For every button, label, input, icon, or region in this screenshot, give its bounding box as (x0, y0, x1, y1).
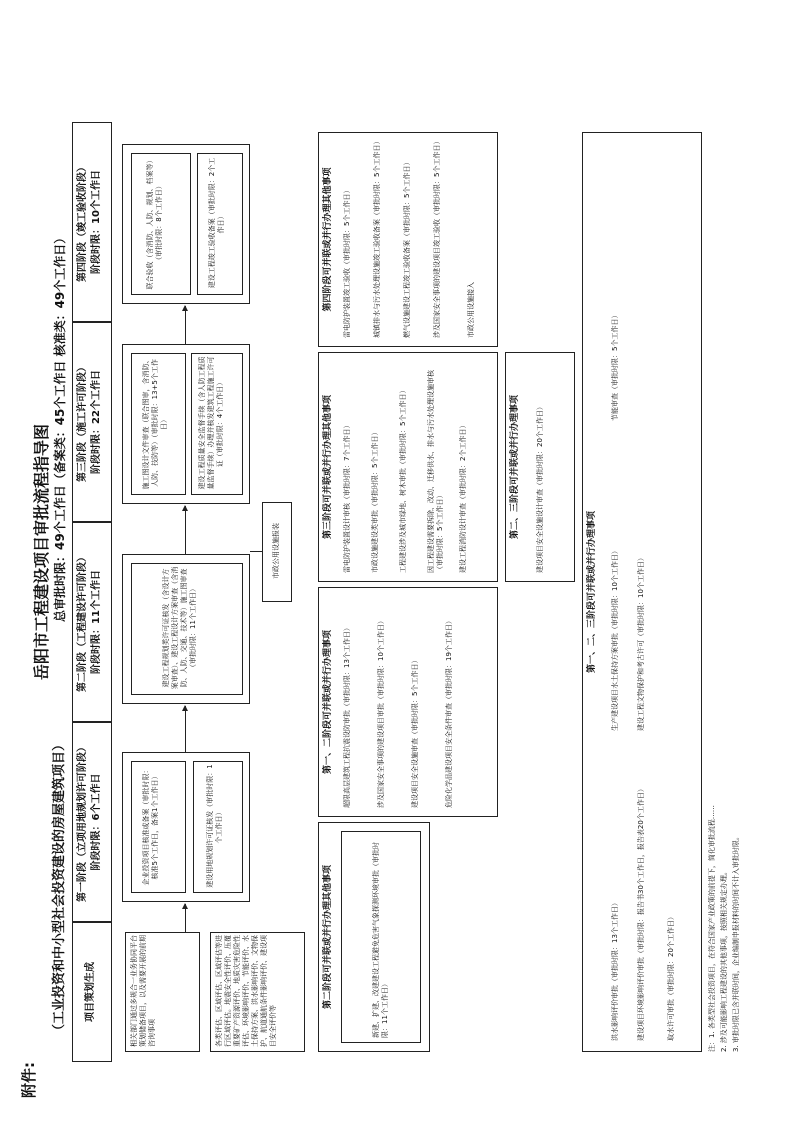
p1-title: 第一、二阶段可并联或并行办理事项 (323, 630, 333, 775)
s2-main-box (131, 563, 243, 695)
p123-item-1: 建设项目环境影响评价审批（审批时限：报告书30个工作日，报告表20个工作日） (637, 785, 645, 1041)
plan-bottom-text: 各类评估、区域评估、区域评估等进行区域评估。地震安全性评价、压覆重要矿产资源评价、地质灾害危险性评估、环境影响评价、节能评价、水土保持方案、洪水影响评价、文物保护、航道通航条件影响评价、建设项目安全评价等 (215, 935, 277, 1047)
stage-4-group (122, 144, 250, 304)
stage-1-group (122, 752, 250, 902)
stage-0-name: 项目策划生成 (85, 962, 96, 1022)
p4-item-1: 城镇排水与污水处理设施竣工验收备案（审批时限：5个工作日） (373, 137, 381, 338)
plan-bottom-box (210, 932, 305, 1052)
stage-1-name: 第一阶段（立项用地规划许可阶段） (77, 742, 88, 902)
p4-item-4: 市政公用设施接入 (467, 282, 475, 338)
arrow-plan-to-s1 (185, 904, 186, 932)
p123-item-4: 建设工程文物保护和考古许可（审批时限：10个工作日） (637, 554, 645, 731)
stage-3-header (72, 322, 112, 522)
arrow-s1-to-s2 (185, 706, 186, 752)
p3-item-3: 因工程建设需要拆除、改动、迁移供水、排水与污水处理设施审核（审批时限：5个工作日） (427, 370, 444, 573)
s4-main-box (131, 153, 191, 295)
p1-item-2: 建设项目安全设施审查（审批时限：5个工作日） (411, 656, 419, 808)
stage-2-name: 第二阶段（工程建设许可阶段） (77, 552, 88, 692)
stage-3-name: 第三阶段（施工许可阶段） (77, 362, 88, 482)
p123-item-5: 节能审查（审批时限：5个工作日） (611, 311, 619, 421)
stage-4-name: 第四阶段（竣工验收阶段） (77, 162, 88, 282)
p4-item-3: 涉及国家安全事项的建设项目竣工验收（审批时限：5个工作日） (433, 137, 441, 338)
note-1: 2. 涉及可能影响工程建设的其他事项，按照相关规定办理。 (720, 868, 728, 1052)
p4-title: 第四阶段可并联或并行办理其他事项 (323, 167, 333, 312)
p23-item-0: 建设项目安全设施设计审查（审批时限：20个工作日） (536, 403, 544, 573)
attachment-label: 附件: (20, 1062, 38, 1098)
p4-item-0: 雷电防护装置竣工验收（审批时限：5个工作日） (343, 186, 351, 338)
s1-approval-box (131, 761, 186, 893)
p3-item-4: 建设工程消防设计审查（审批时限：2个工作日） (459, 421, 467, 573)
page-title: 岳阳市工程建设项目审批流程指导图 (32, 424, 51, 681)
connector-municipal (250, 551, 262, 552)
municipal-box (262, 502, 292, 602)
s3-sub-text: 建设工程质量安全监督手续（含人防工程质量监督手续）办理并核发建筑工程施工许可证（审批时限：4个工作日） (198, 356, 224, 490)
s1-land-box (193, 761, 243, 893)
p123-title: 第一、二、三阶段可并联或并行办理事项 (587, 511, 597, 674)
stage-0-header (72, 922, 112, 1062)
note-0: 注：1. 各类型社会投资项目，在符合国家产业政策的前提下，简化审批流程…… (708, 805, 716, 1052)
s2-main-text: 建设工程规划类许可证核发（含设计方案审查）、建设工程设计方案审查（含消防、人防、交通、技术等）施工图审查（审批时限：11个工作日） (162, 566, 197, 690)
note-2: 3. 审批时限已含并联时间，企业编制申报材料的时间不计入审批时限。 (732, 833, 740, 1052)
p23-title: 第二、三阶段可并联或并行办理事项 (510, 395, 520, 540)
stage-3-time: 阶段时限：22个工作日 (91, 370, 102, 474)
stage-2-group (122, 554, 250, 704)
s4-main-text: 联合验收（含消防、人防、规划、档案等）（审批时限：8个工作日） (146, 156, 163, 290)
p4-section (318, 132, 498, 347)
p123-item-3: 生产建设项目水土保持方案审批（审批时限：10个工作日） (611, 547, 619, 731)
stage-3-group (122, 344, 250, 504)
arrow-s3-to-s4 (185, 306, 186, 344)
s3-main-text: 施工图设计文件审查（联合图审，含消防、人防、技防等）（审批时限：13+5个工作日） (142, 356, 168, 490)
stage-1-header (72, 722, 112, 922)
page-subtitle: （工业投资和中小型社会投资建设的房屋建筑项目） (52, 737, 67, 1037)
s1-approval-text: 企业投资项目核准或备案（审批时限：核准5个工作日，备案1个工作日） (142, 766, 159, 886)
p123-item-0: 洪水影响评价审批（审批时限：13个工作日） (611, 899, 619, 1041)
s4-sub-box (197, 153, 243, 295)
p3-item-0: 雷电防护装置设计审核（审批时限：7个工作日） (343, 421, 351, 573)
municipal-text: 市政公用设施报装 (272, 523, 280, 579)
p2-left-section (318, 822, 430, 1052)
s4-sub-text: 建设工程竣工验收备案（审批时限：2个工作日） (208, 157, 225, 289)
p3-section (318, 352, 498, 582)
arrow-s2-to-s3 (185, 506, 186, 554)
stage-4-time: 阶段时限：10个工作日 (91, 170, 102, 274)
stage-2-time: 阶段时限：11个工作日 (91, 570, 102, 674)
s1-land-text: 建设用地规划许可证核发（审批时限：1个工作日） (206, 764, 223, 888)
p3-title: 第三阶段可并联或并行办理其他事项 (323, 395, 333, 540)
p2-left-item-box (341, 831, 421, 1043)
p1-item-3: 危险化学品建设项目安全条件审查（审批时限：19个工作日） (445, 617, 453, 808)
s3-main-box (131, 353, 186, 495)
p123-section (582, 132, 702, 1052)
plan-top-box (125, 932, 200, 1052)
stage-2-header (72, 522, 112, 722)
p23-section (505, 352, 575, 582)
p123-item-2: 取水许可审批（审批时限：20个工作日） (667, 913, 675, 1041)
p1-item-1: 涉及国家安全事项的建设项目审批（审批时限：10个工作日） (377, 617, 385, 808)
p3-item-1: 市政设施建设类审批（审批时限：5个工作日） (371, 428, 379, 573)
plan-top-text: 相关部门通过多规合一业务协同平台策划储备项目，以及需要开展的前期咨询事项 (130, 935, 156, 1047)
p4-item-2: 燃气设施建设工程竣工验收备案（审批时限：5个工作日） (403, 158, 411, 338)
stage-1-time: 阶段时限：6个工作日 (91, 773, 102, 871)
p2-left-title: 第二阶段可并联或并行办理其他事项 (323, 865, 333, 1010)
p1-section (318, 587, 498, 817)
p1-item-0: 超限高层建筑工程抗震设防审批（审批时限：13个工作日） (343, 624, 351, 808)
total-time: 总审批时限：49个工作日（备案类：45个工作日 核准类：49个工作日） (53, 231, 67, 622)
p2-left-item-0: 新建、扩建、改建建设工程避免危害气象探测环境审批（审批时限：11个工作日） (372, 842, 389, 1038)
p3-item-2: 工程建设涉及城市绿地、树木审批（审批时限：5个工作日） (399, 386, 407, 573)
s3-sub-box (191, 353, 243, 495)
stage-4-header (72, 122, 112, 322)
